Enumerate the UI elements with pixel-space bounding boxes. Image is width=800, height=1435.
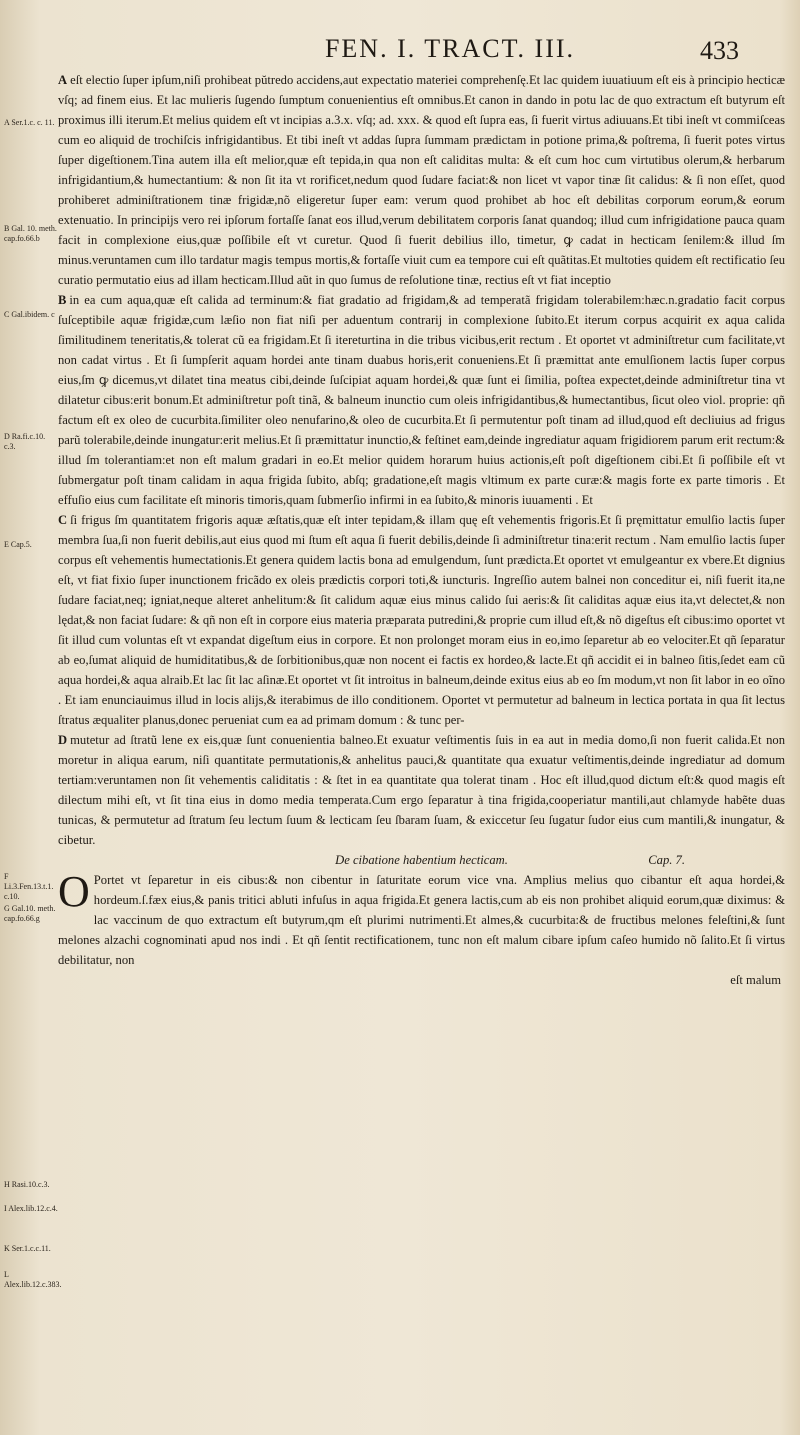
section-a bbox=[58, 70, 785, 290]
drop-cap: O bbox=[58, 867, 90, 916]
margin-note: D Ra.fi.c.10. c.3. bbox=[4, 432, 46, 451]
section-b bbox=[58, 290, 785, 510]
catchword: eſt malum bbox=[730, 973, 781, 987]
margin-note: G Gal.10. meth. cap.fo.66.g bbox=[4, 904, 56, 923]
section-letter: D bbox=[58, 733, 68, 747]
chapter-title: De cibatione habentium hecticam. bbox=[335, 853, 508, 867]
folio-number: 433 bbox=[700, 36, 739, 65]
margin-note: I Alex.lib.12.c.4. bbox=[4, 1204, 58, 1213]
margin-note: E Cap.5. bbox=[4, 540, 32, 549]
section-letter: C bbox=[58, 513, 68, 527]
section-text: mutetur ad ſtratũ lene ex eis,quæ ſunt conuenientia balneo.Et exuatur veſtimentis ſuis in ea aut in media domo,ſi non fuerit calida.Et non moretur in aliqua earum, niſi quantitate permutationis,& anhelitus pauci,& quantitate qua exuatur veſtimentis,deinde ingrediatur ad domum tertiam:veruntamen non ſit vehementis caliditatis : & ſtet in ea quantitate qua tolerat tinam . Hoc eſt illud,quod dictum eſt:& quod magis eſt dilectum mihi eſt, vt ſit tina eius in domo media temperata.Cum ergo ſeparatur à tina frigida,cooperiatur mantili,aut chlamyde habẽte duas tunicas, & permutetur ad ſtratum ſeu lectum ſuum & lecticam ſeu ſbaram ſuam, & exiccetur ſeu ſugatur ſudor eius cum mantili,& inungatur, & cibetur. bbox=[58, 733, 785, 847]
section-letter: B bbox=[58, 293, 67, 307]
section-text: in ea cum aqua,quæ eſt calida ad terminum:& fiat gradatio ad frigidam,& ad temperatã frigidam tolerabilem:hæc.n.gradatio facit corpus ſuſceptibile aquæ frigidæ,cum læſio non fiat niſi per aduentum contrarij in complexione ſubito.Et iterum corpus acquirit ex aqua calida ſimilitudinem teneritatis,& tolerat cũ ea frigidam.Et ſi itereturtina in die tribus vicibus,erit rectum . Et oportet vt adminiſtretur cum facilitate,vt non cadat virtus . Et ſi ſumpſerit aquam hordei ante tinam duabus horis,erit conueniens.Et ſi præmittat ante emulſionem lactis ſuper corpus eius,ſm ꝙ dicemus,vt dilatet tina meatus cibi,deinde ſuſcipiat aquam hordei,& quæ ſunt ei ſimilia, poſtea expectet,deinde adminiſtretur tina vt dilatetur cibus:erit bonum.Et adminiſtretur poſt tinã, & balneum inunctio cum oleis infrigidantibus,& humectantibus, ſicut oleo viol. proprie: qñ factum eſt ex oleo de cucurbita.ſimiliter oleo nenufarino,& oleo de cucurbita.Et ſi permutentur poſt tinam ad illud,quod eſt decliuius ad frigus parũ tolerabile,deinde inungatur:erit melius.Et ſi præmittatur inunctio,& feſtinet eam,deinde ingrediatur aquam frigidiorem parum erit rectum:& illud ſm tolerantiam:et non eſt malum gradari in eo.Et melior quidem horarum huius actionis,eſt poſt digeſtionem cibi.Et ſi poſſibile eſt vt ſubmergatur poſt tinam calidam in aqua frigida ſubito, abſq; gradatione,eſt magis vltimum ex parte curæ:& magis forte ex parte timoris . Et effuſio eius cum facilitate eſt minoris timoris,quam ſubmerſio infirmi in ea ſubito,& minoris iuuamenti . Et bbox=[58, 293, 785, 507]
margin-note: A Ser.1.c. c. 11. bbox=[4, 118, 55, 127]
section-text: ſi frigus ſm quantitatem frigoris aquæ æſtatis,quæ eſt inter tepidam,& illam quę eſt vehementis frigoris.Et ſi pręmittatur emulſio lactis ſuper membra ſua,ſi non fuerit debilis,aut eius quod mi ſtum eſt aqua ſi fuerit debilis,deinde ſi adminiſtretur tina:erit rectum . Nam emulſio lactis ſuper corpus eſt vehementis humectationis.Et genera quidem lactis bona ad emulgendum, ſunt prædicta.Et oportet vt emulgeantur ex vbere.Et dignius eſt, vt fiat fixio ſuper inunctionem fricãdo ex oleis prædictis corpori toti,& iuncturis. Ingreſſio autem balnei non conceditur ei, niſi fuerit ita,ne ſudare faciat,neq; igniat,neque alteret anhelitum:& ſit calidum aquæ eius minus calido ſui aeris:& ſit caliditas aquæ eius ita,vt delectet,& non lędat,& non faciat ſudare: & qñ non eſt in corpore eius materia præparata putredini,& proprie cum illud eſt,& nõ digeſtus eſt cibus:imo oportet vt ſit illud cum voluntas eſt vt expandat digeſtum eius in corpore. Et non prolonget moram eius in eo,imo ſeparetur ab eo velociter.Et qñ ſeparatur ab eo,ſumat aliquid de humiditatibus,& de ſorbitionibus,quæ non nocent ei factis ex hordeo,& lacte.Et qñ accidit ei in balneo ſitis,ſedet eam cũ aqua hordei,& aqua alraib.Et lac ſit lac aſinæ.Et oportet vt ſit introitus in balneum,deinde exitus eius ab eo ſm modum,vt non ſit labor in eo oĩno . Et iam enunciauimus illud in locis alijs,& iterabimus de illo conditionem. Oportet vt permutetur ad balneum in lectica portata in qua ſit lectus ſtratus æqualiter planus,donec perueniat cum ea ad primam domum : & tunc per- bbox=[58, 513, 785, 727]
margin-note: L Alex.lib.12.c.383. bbox=[4, 1270, 62, 1289]
margin-note: B Gal. 10. meth. cap.fo.66.b bbox=[4, 224, 57, 243]
section-c bbox=[58, 510, 785, 730]
chapter-heading bbox=[58, 850, 785, 870]
running-title: FEN. I. TRACT. III. bbox=[324, 34, 576, 63]
chapter-text bbox=[58, 867, 785, 970]
section-d bbox=[58, 730, 785, 850]
section-text: eſt electio ſuper ipſum,niſi prohibeat pŭtredo accidens,aut expectatio materiei comprehenſę.Et lac quidem iuuatiuum eſt eis à principio hecticæ vſq; ad finem eius. Et lac mulieris ſugendo ſumptum conuenientius eſt omnibus.Et canon in dando in potu lac de quo extractum eſt butyrum eſt proximus illi iterum.Et melius quidem eſt vt incipias a.3.x. vſq; ad. xxx. & quod eſt ſupra eas, ſi fuerit virtus adiuuans.Et tibi ineſt vt commiſceas cum eo aliquid de trochiſcis infrigidantibus. Et tibi ineſt vt addas ſupra ſummam prædictam in potione prima,& poſtrema, ſi fuerit potes virtus ſuper digeſtionem.Tina autem illa eſt melior,quæ eſt tepida,in qua non eſt caliditas multa: & eſt cum hoc cum virtutibus olerum,& herbarum infrigidantium,& humectantium: & non ſit ita vt rorificet,nedum quod ſudare faciat:& non licet vt vapor tinæ ſit calidus: & ſi non eſſet, quod prohiberet adminiſtrationem tinæ frigidæ,nõ eligeretur ſuper eam: verum quod prohibet ab hoc eſt debilitas corporum eorum,& eorum extenuatio. In principijs vero rei ipſorum fortaſſe ſanat eos illud,verum debilitatem corporis ſanat quandoq; illud cum infrigidatione pauca quam facit in complexione eius,quæ poſſibile eſt vt curetur. Quod ſi fuerit debilius illo, timetur, ꝙ cadat in hecticam ſenilem:& illud ſm minus.veruntamen cum illo tardatur magis tempus mortis,& fortaſſe viuit cum ea tempore cui eſt quãtitas.Et multoties quidem eſt rectificatio ſeu curatio permutatio eius ad illam hecticam.Illud aũt in quo ſumus de reſolutione tinæ, rectius eſt vt fiat inceptio bbox=[58, 73, 785, 287]
margin-note: H Rasi.10.c.3. bbox=[4, 1180, 50, 1189]
margin-note: C Gal.ibidem. c bbox=[4, 310, 55, 319]
chapter-number: Cap. 7. bbox=[648, 853, 685, 867]
margin-note: F Li.3.Fen.13.t.1. c.10. bbox=[4, 872, 54, 901]
chapter-body: Portet vt ſeparetur in eis cibus:& non cibentur in ſaturitate eorum vice vna. Amplius melius quo cibantur eſt aqua hordei,& hordeum.ſ.fæx eius,& panis tritici abluti infuſus in aqua frigida.Et genera lactis,cum ab eis non prohibet aliquid eorum,quæ diximus: & lac vaccinum de quo extractum eſt butyrum,qm eſt plurimi nutrimenti.Et almes,& cucurbita:& de fructibus melones feleſtini,& ſunt melones alzachi cognominati apud nos indi . Et qñ ſentit rectificationem, tunc non eſt malum cibare ipſum caſeo humido nõ ſalito.Et ſi virtus debilitatur, non bbox=[58, 873, 785, 967]
main-text bbox=[58, 70, 785, 990]
section-letter: A bbox=[58, 73, 68, 87]
margin-notes bbox=[0, 0, 62, 1435]
margin-note: K Ser.1.c.c.11. bbox=[4, 1244, 51, 1253]
